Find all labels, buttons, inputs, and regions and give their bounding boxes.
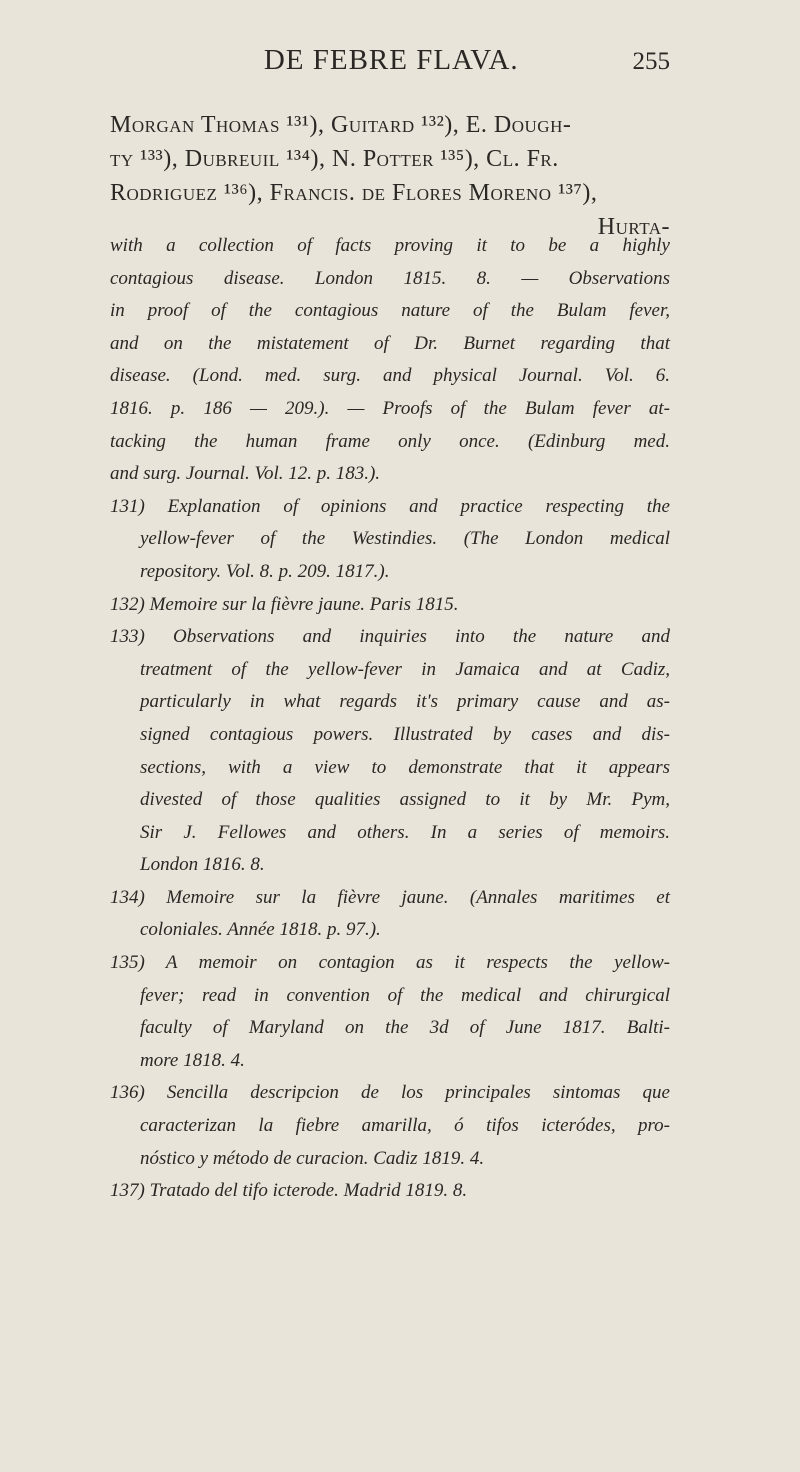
author-line: Rodriguez ¹³⁶), Francis. de Flores Moreno ¹³⁷), [110, 180, 598, 206]
text-line: caracterizan la fiebre amarilla, ó tifos icteródes, pro- [140, 1115, 670, 1137]
text-line: particularly in what regards it's primary cause and as- [140, 691, 670, 713]
text-line: coloniales. Année 1818. p. 97.). [140, 919, 381, 941]
author-line: ty ¹³³), Dubreuil ¹³⁴), N. Potter ¹³⁵), Cl. Fr. [110, 146, 559, 172]
text-line: yellow-fever of the Westindies. (The London medical [140, 528, 670, 550]
text-line: London 1816. 8. [140, 854, 265, 876]
text-line: with a collection of facts proving it to be a highly [110, 235, 670, 256]
text-line: and surg. Journal. Vol. 12. p. 183.). [110, 463, 381, 485]
text-line: nóstico y método de curacion. Cadiz 1819. 4. [140, 1147, 485, 1169]
text-line: and on the mistatement of Dr. Burnet regarding that [110, 332, 670, 354]
text-line: 1816. p. 186 — 209.). — Proofs of the Bulam fever at- [110, 397, 670, 419]
text-line: in proof of the contagious nature of the Bulam fever, [110, 300, 670, 322]
text-line: 134) Memoire sur la fièvre jaune. (Annales maritimes et [110, 886, 670, 908]
text-line: more 1818. 4. [140, 1049, 245, 1071]
reference-text [110, 230, 670, 1208]
text-line: repository. Vol. 8. p. 209. 1817.). [140, 560, 390, 582]
text-line: 137) Tratado del tifo icterode. Madrid 1819. 8. [110, 1180, 468, 1202]
text-line: sections, with a view to demonstrate that it appears [140, 756, 670, 778]
page-number: 255 [632, 48, 670, 75]
page-header [110, 44, 670, 77]
text-line: 135) A memoir on contagion as it respects the yellow- [110, 952, 670, 974]
text-line: fever; read in convention of the medical and chirurgical [140, 984, 670, 1006]
text-line: 131) Explanation of opinions and practice respecting the [110, 495, 670, 517]
text-line: disease. (Lond. med. surg. and physical Journal. Vol. 6. [110, 365, 670, 387]
text-line: faculty of Maryland on the 3d of June 1817. Balti- [140, 1017, 670, 1039]
text-line: Sir J. Fellowes and others. In a series of memoirs. [140, 821, 670, 843]
author-line: Morgan Thomas ¹³¹), Guitard ¹³²), E. Dough- [110, 112, 572, 138]
author-line: Hurta- [597, 214, 670, 240]
text-line: tacking the human frame only once. (Edinburg med. [110, 430, 670, 452]
text-line: 132) Memoire sur la fièvre jaune. Paris 1815. [110, 593, 459, 615]
text-line: treatment of the yellow-fever in Jamaica and at Cadiz, [140, 658, 670, 680]
text-line: 136) Sencilla descripcion de los principales sintomas que [110, 1082, 670, 1104]
text-line: contagious disease. London 1815. 8. — Observations [110, 267, 670, 289]
running-title: DE FEBRE FLAVA. [263, 44, 519, 76]
text-line: 133) Observations and inquiries into the nature and [110, 626, 670, 648]
author-list [110, 108, 670, 244]
text-line: signed contagious powers. Illustrated by cases and dis- [140, 723, 670, 745]
text-line: divested of those qualities assigned to it by Mr. Pym, [140, 789, 670, 811]
